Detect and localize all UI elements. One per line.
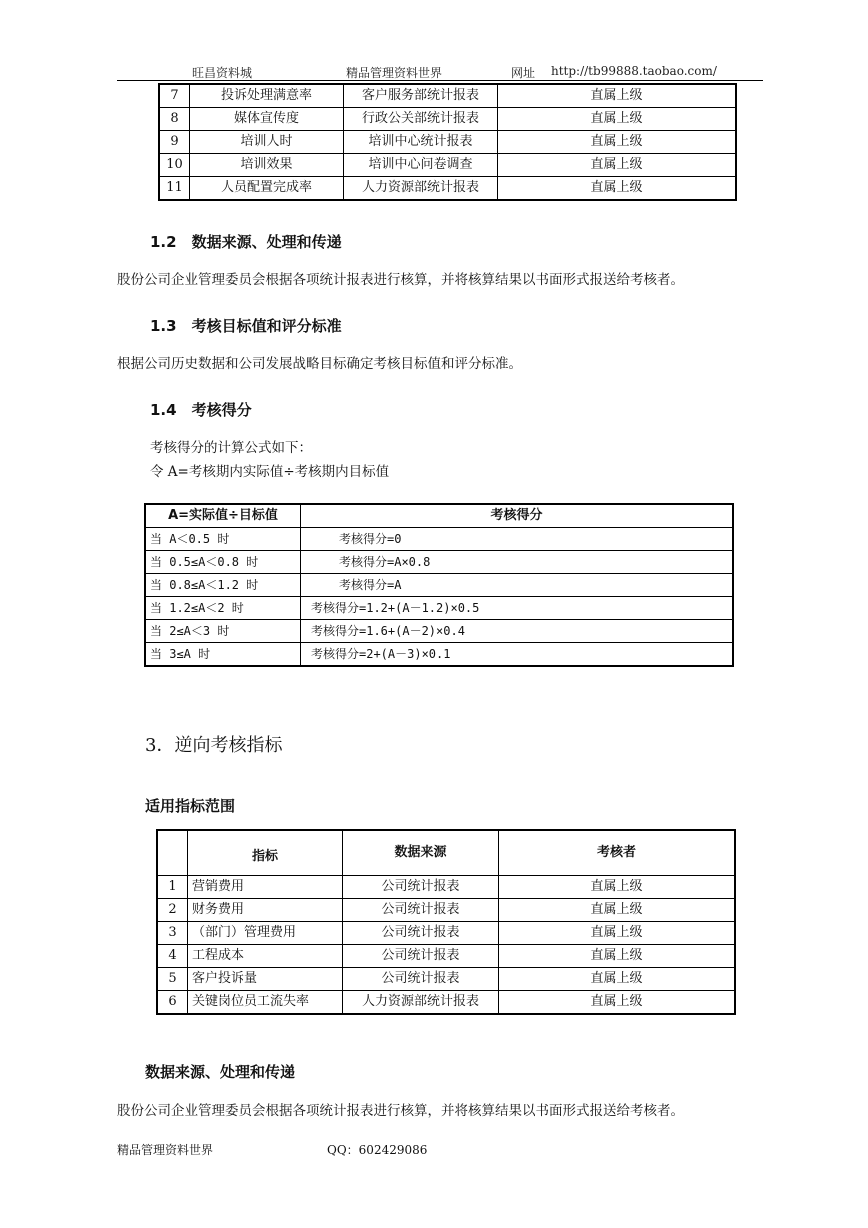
row-index: 9 <box>160 131 190 154</box>
data-source-heading: 数据来源、处理和传递 <box>145 1063 296 1081</box>
score-formula: 考核得分=0 <box>301 528 733 551</box>
ratio-condition: 当 0.8≤A＜1.2 时 <box>146 574 301 597</box>
ratio-condition: 当 2≤A＜3 时 <box>146 620 301 643</box>
table-row <box>146 620 733 643</box>
data-source: 人力资源部统计报表 <box>343 991 499 1014</box>
score-formula: 考核得分=1.2+(A－1.2)×0.5 <box>301 597 733 620</box>
section-3-heading: 3．逆向考核指标 <box>145 735 283 756</box>
row-index: 11 <box>160 177 190 200</box>
data-source: 公司统计报表 <box>343 945 499 968</box>
assessor: 直属上级 <box>499 876 735 899</box>
table-row <box>160 154 736 177</box>
table-row <box>160 177 736 200</box>
header-world-name: 精品管理资料世界 <box>346 66 443 80</box>
assessor: 直属上级 <box>498 108 736 131</box>
data-source: 公司统计报表 <box>343 876 499 899</box>
row-index: 6 <box>158 991 188 1014</box>
indicator-name: （部门）管理费用 <box>188 922 343 945</box>
header-store-name: 旺昌资料城 <box>192 66 253 80</box>
data-source: 人力资源部统计报表 <box>344 177 498 200</box>
footer-qq: QQ：602429086 <box>327 1143 428 1157</box>
section-1-2-text: 股份公司企业管理委员会根据各项统计报表进行核算，并将核算结果以书面形式报送给考核者。 <box>117 272 684 288</box>
formula-intro: 考核得分的计算公式如下： <box>150 440 312 456</box>
assessor: 直属上级 <box>499 945 735 968</box>
column-header-score: 考核得分 <box>301 505 733 528</box>
assessor: 直属上级 <box>498 177 736 200</box>
indicator-name: 营销费用 <box>188 876 343 899</box>
row-index: 10 <box>160 154 190 177</box>
section-1-3-text: 根据公司历史数据和公司发展战略目标确定考核目标值和评分标准。 <box>117 356 522 372</box>
score-formula-table <box>145 504 733 666</box>
data-source: 培训中心问卷调查 <box>344 154 498 177</box>
row-index: 1 <box>158 876 188 899</box>
header-divider <box>117 80 763 81</box>
indicator-name: 媒体宣传度 <box>190 108 344 131</box>
data-source: 公司统计报表 <box>343 922 499 945</box>
row-index: 5 <box>158 968 188 991</box>
score-formula: 考核得分=A×0.8 <box>301 551 733 574</box>
table-row <box>158 945 735 968</box>
table-row <box>158 899 735 922</box>
table-row <box>158 876 735 899</box>
data-source: 公司统计报表 <box>343 899 499 922</box>
score-formula: 考核得分=A <box>301 574 733 597</box>
indicator-name: 客户投诉量 <box>188 968 343 991</box>
column-header-source: 数据来源 <box>343 831 499 876</box>
ratio-condition: 当 A＜0.5 时 <box>146 528 301 551</box>
indicator-name: 工程成本 <box>188 945 343 968</box>
footer-world-name: 精品管理资料世界 <box>117 1143 214 1157</box>
column-header-assessor: 考核者 <box>499 831 735 876</box>
table-row <box>158 922 735 945</box>
score-formula: 考核得分=2+(A－3)×0.1 <box>301 643 733 666</box>
header-url[interactable]: http://tb99888.taobao.com/ <box>551 64 717 78</box>
assessor: 直属上级 <box>499 899 735 922</box>
column-header-ratio: A=实际值÷目标值 <box>146 505 301 528</box>
column-header-indicator: 指标 <box>188 831 343 876</box>
indicator-name: 培训人时 <box>190 131 344 154</box>
table-row <box>158 968 735 991</box>
row-index: 2 <box>158 899 188 922</box>
data-source: 培训中心统计报表 <box>344 131 498 154</box>
data-source: 客户服务部统计报表 <box>344 85 498 108</box>
section-1-2-heading: 1.2 数据来源、处理和传递 <box>150 233 342 251</box>
row-index: 4 <box>158 945 188 968</box>
table-row <box>160 85 736 108</box>
table-row <box>160 131 736 154</box>
row-index: 7 <box>160 85 190 108</box>
table-row <box>146 528 733 551</box>
assessor: 直属上级 <box>499 991 735 1014</box>
ratio-condition: 当 1.2≤A＜2 时 <box>146 597 301 620</box>
indicator-name: 投诉处理满意率 <box>190 85 344 108</box>
assessor: 直属上级 <box>498 85 736 108</box>
ratio-condition: 当 3≤A 时 <box>146 643 301 666</box>
data-source-text: 股份公司企业管理委员会根据各项统计报表进行核算，并将核算结果以书面形式报送给考核者。 <box>117 1103 684 1119</box>
indicator-name: 财务费用 <box>188 899 343 922</box>
assessor: 直属上级 <box>499 922 735 945</box>
assessor: 直属上级 <box>498 131 736 154</box>
formula-definition: 令 A=考核期内实际值÷考核期内目标值 <box>150 464 390 480</box>
table-row <box>146 597 733 620</box>
table-row <box>160 108 736 131</box>
header-url-label: 网址 <box>511 66 536 80</box>
section-1-3-heading: 1.3 考核目标值和评分标准 <box>150 317 342 335</box>
indicator-name: 培训效果 <box>190 154 344 177</box>
assessor: 直属上级 <box>499 968 735 991</box>
applicable-scope-heading: 适用指标范围 <box>145 797 236 815</box>
table-row <box>146 643 733 666</box>
data-source: 行政公关部统计报表 <box>344 108 498 131</box>
table-row <box>146 551 733 574</box>
ratio-condition: 当 0.5≤A＜0.8 时 <box>146 551 301 574</box>
section-1-4-heading: 1.4 考核得分 <box>150 401 252 419</box>
table-row <box>146 574 733 597</box>
row-index: 3 <box>158 922 188 945</box>
table-row <box>158 991 735 1014</box>
indicator-name: 关键岗位员工流失率 <box>188 991 343 1014</box>
row-index: 8 <box>160 108 190 131</box>
data-source: 公司统计报表 <box>343 968 499 991</box>
indicator-table-continued <box>159 84 736 200</box>
indicator-name: 人员配置完成率 <box>190 177 344 200</box>
score-formula: 考核得分=1.6+(A－2)×0.4 <box>301 620 733 643</box>
reverse-indicator-table <box>157 830 735 1014</box>
column-header-index <box>158 831 188 876</box>
assessor: 直属上级 <box>498 154 736 177</box>
